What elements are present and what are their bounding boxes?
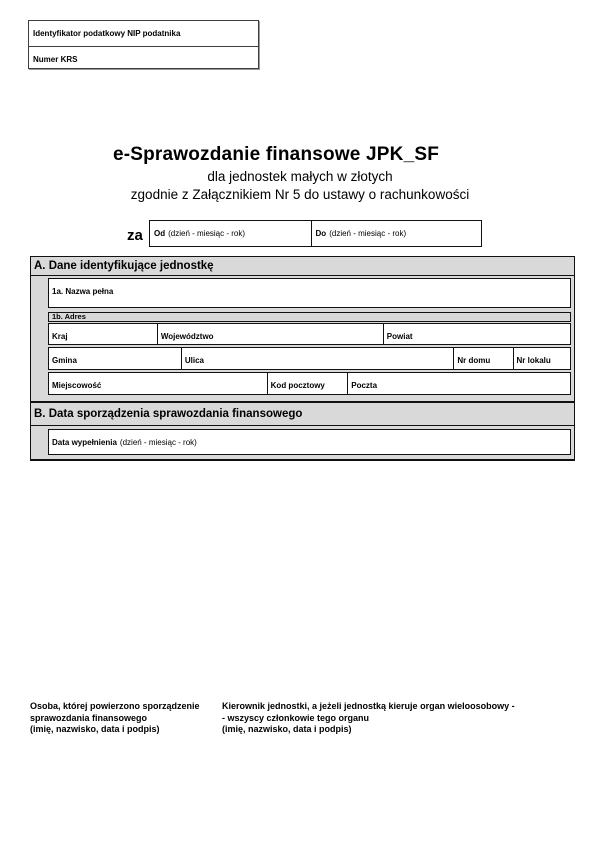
field-powiat-label: Powiat [386, 332, 413, 341]
period-from-hint: (dzień - miesiąc - rok) [168, 229, 246, 238]
signature-preparer-line-1: Osoba, której powierzono sporządzenie [30, 701, 200, 711]
section-b-content [48, 426, 571, 459]
field-nr-domu[interactable] [453, 347, 513, 370]
period-from-field[interactable] [150, 221, 311, 246]
signature-manager-caption [222, 701, 515, 736]
field-kraj[interactable] [48, 323, 158, 345]
address-subheader [48, 312, 571, 322]
field-data-wypelnienia[interactable] [48, 429, 571, 455]
address-row-3 [48, 372, 571, 395]
address-row-1 [48, 323, 571, 345]
field-nazwa-pelna-label: 1a. Nazwa pełna [52, 287, 114, 296]
section-a-identification [30, 256, 575, 402]
signature-preparer-line-2: sprawozdania finansowego [30, 712, 148, 723]
section-b-preparation-date [30, 402, 575, 461]
period-za-label: za [127, 227, 143, 244]
signature-preparer-caption [30, 701, 200, 736]
field-wojewodztwo[interactable] [157, 323, 384, 345]
field-data-wypelnienia-label: Data wypełnienia [52, 438, 117, 447]
field-wojewodztwo-label: Województwo [160, 332, 214, 341]
field-kod-pocztowy[interactable] [267, 372, 349, 395]
period-to-field[interactable] [311, 221, 481, 246]
address-subheader-label: 1b. Adres [52, 312, 86, 321]
field-ulica[interactable] [181, 347, 455, 370]
krs-field-label: Numer KRS [33, 55, 78, 64]
field-powiat[interactable] [383, 323, 571, 345]
period-to-hint: (dzień - miesiąc - rok) [329, 229, 407, 238]
field-nazwa-pelna[interactable] [48, 278, 571, 308]
field-nr-domu-label: Nr domu [457, 356, 491, 365]
field-data-wypelnienia-hint: (dzień - miesiąc - rok) [119, 438, 197, 447]
field-kod-pocztowy-label: Kod pocztowy [270, 381, 325, 390]
form-subtitle-units: dla jednostek małych w złotych [207, 169, 393, 184]
signature-manager-line-3: (imię, nazwisko, data i podpis) [222, 724, 352, 734]
section-a-content [48, 276, 571, 401]
field-poczta-label: Poczta [351, 381, 378, 390]
signature-manager-line-2: - wszyscy członkowie tego organu [222, 712, 370, 723]
nip-field[interactable] [29, 21, 258, 47]
field-poczta[interactable] [347, 372, 571, 395]
period-date-box [149, 220, 482, 247]
field-miejscowosc[interactable] [48, 372, 268, 395]
field-miejscowosc-label: Miejscowość [52, 381, 102, 390]
form-subtitle-legal: zgodnie z Załącznikiem Nr 5 do ustawy o rachunkowości [130, 187, 470, 202]
address-row-2 [48, 347, 571, 370]
form-title: e-Sprawozdanie finansowe JPK_SF [112, 144, 440, 165]
signature-manager-line-1: Kierownik jednostki, a jeżeli jednostką kieruje organ wieloosobowy - [222, 701, 515, 711]
section-a-header: A. Dane identyfikujące jednostkę [31, 257, 574, 276]
field-nr-lokalu[interactable] [513, 347, 571, 370]
period-to-label: Do [315, 229, 327, 238]
signature-preparer-line-3: (imię, nazwisko, data i podpis) [30, 724, 160, 734]
field-kraj-label: Kraj [52, 332, 68, 341]
field-gmina-label: Gmina [52, 356, 77, 365]
section-b-header: B. Data sporządzenia sprawozdania finansowego [31, 403, 574, 426]
field-gmina[interactable] [48, 347, 182, 370]
krs-field[interactable] [29, 47, 258, 68]
field-nr-lokalu-label: Nr lokalu [516, 356, 551, 365]
field-ulica-label: Ulica [184, 356, 204, 365]
period-from-label: Od [154, 229, 166, 238]
nip-field-label: Identyfikator podatkowy NIP podatnika [33, 29, 181, 38]
taxpayer-id-box [28, 20, 259, 69]
